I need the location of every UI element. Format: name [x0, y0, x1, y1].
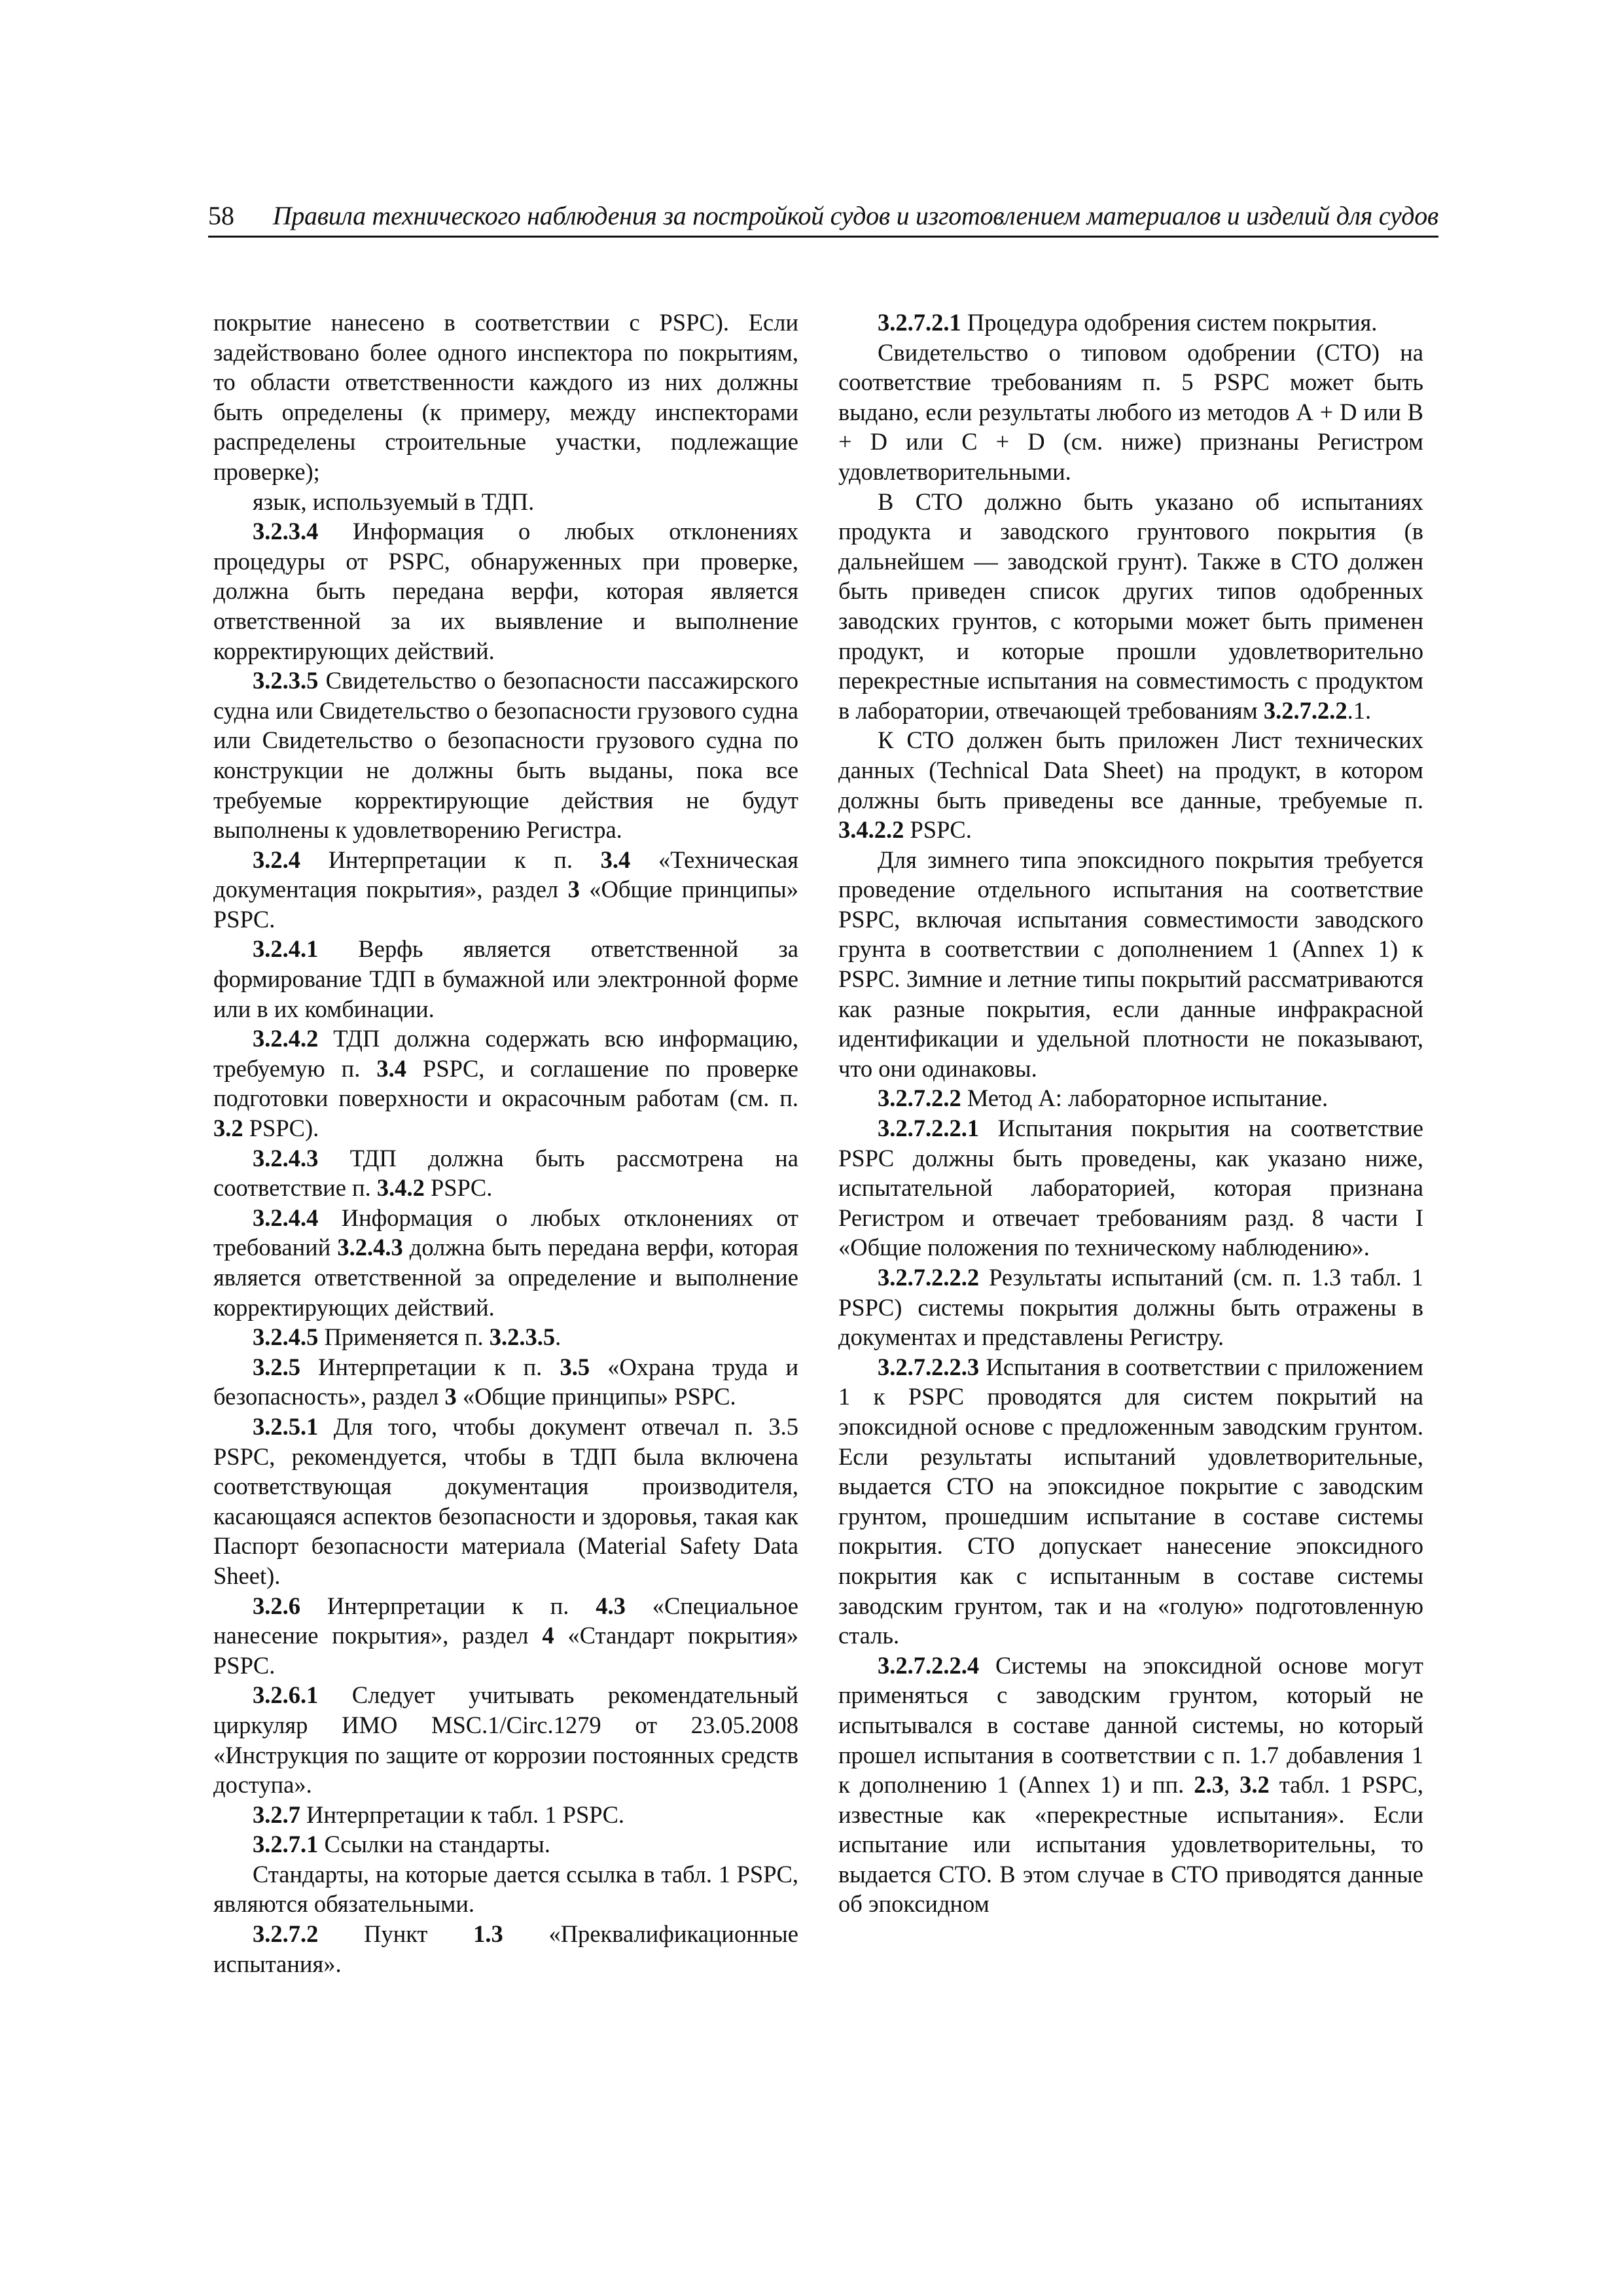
clause-3-2-4-5: [213, 1322, 798, 1352]
clause-text: «Общие принципы» PSPC.: [456, 1383, 736, 1410]
clause-text: Информация о любых отклонениях от требований: [213, 1204, 798, 1261]
clause-number: 3.2.5.1: [253, 1412, 319, 1440]
clause-text: PSPC.: [904, 816, 972, 844]
clause-text: Испытания покрытия на соответствие PSPC должны быть проведены, как указано ниже, испытательной лабораторией, которая признана Регистром и отвечает требованиям разд. 8 части I «Общие положения по техническому наблюдению».: [838, 1115, 1423, 1261]
clause-3-2-4-3: [213, 1143, 798, 1203]
paragraph: Свидетельство о типовом одобрении (СТО) на соответствие требованиям п. 5 PSPC может быть выдано, если результаты любого из методов А + D или В + D или С + D (см. ниже) признаны Регистром удовлетворительными.: [838, 338, 1423, 485]
clause-reference: 3.2: [213, 1115, 243, 1142]
clause-3-2-4-1: [213, 934, 798, 1024]
clause-number: 3.2.3.4: [253, 518, 319, 545]
clause-3-2-7: [213, 1800, 798, 1830]
clause-3-2-3-4: [213, 516, 798, 666]
clause-text: Ссылки на стандарты.: [318, 1831, 550, 1858]
paragraph: [838, 487, 1423, 726]
left-column: [213, 308, 798, 1979]
clause-number: 3.2.7.2.2.2: [878, 1264, 980, 1291]
clause-text: Следует учитывать рекомендательный циркуляр ИМО MSC.1/Circ.1279 от 23.05.2008 «Инструкция по защите от коррозии постоянных средств доступа».: [213, 1681, 798, 1799]
clause-reference: 3.2.3.5: [489, 1323, 556, 1351]
clause-3-2-4-2: [213, 1024, 798, 1143]
clause-number: 3.2.4.3: [253, 1144, 319, 1172]
clause-3-2-7-2-1: [838, 308, 1423, 338]
paragraph: Стандарты, на которые дается ссылка в табл. 1 PSPC, являются обязательными.: [213, 1860, 798, 1918]
clause-3-2-7-2-2-3: [838, 1352, 1423, 1651]
clause-3-2-5: [213, 1352, 798, 1412]
clause-text: Процедура одобрения систем покрытия.: [961, 309, 1378, 336]
clause-3-2-7-2-2-2: [838, 1263, 1423, 1352]
clause-number: 3.2.6: [253, 1592, 300, 1619]
clause-reference: 3.5: [560, 1353, 590, 1380]
clause-3-2-5-1: [213, 1412, 798, 1591]
clause-text: Верфь является ответственной за формирование ТДП в бумажной или электронной форме или в их комбинации.: [213, 935, 798, 1022]
clause-text: должна быть передана верфи, которая является ответственной за определение и выполнение корректирующих действий.: [213, 1234, 798, 1321]
clause-text: Для того, чтобы документ отвечал п. 3.5 PSPC, рекомендуется, чтобы в ТДП была включена соответствующая документация производителя, касающаяся аспектов безопасности и здоровья, такая как Паспорт безопасности материала (Material Safety Data Sheet).: [213, 1412, 798, 1589]
clause-reference: 3.4: [600, 846, 631, 873]
clause-text: Интерпретации к п.: [300, 1353, 560, 1380]
clause-number: 3.2.4.1: [253, 935, 319, 963]
clause-3-2-6-1: [213, 1680, 798, 1799]
clause-text: «Охрана труда и безопасность», раздел: [213, 1353, 798, 1410]
paragraph: Для зимнего типа эпоксидного покрытия требуется проведение отдельного испытания на соответствие PSPC, включая испытания совместимости заводского грунта в соответствии с дополнением 1 (Annex 1) к PSPC. Зимние и летние типы покрытий рассматриваются как разные покрытия, если данные инфракрасной идентификации и удельной плотности не показывают, что они одинаковы.: [838, 846, 1423, 1082]
clause-text: «Преквалификационные испытания».: [213, 1920, 798, 1977]
clause-text: «Общие принципы» PSPC.: [213, 876, 798, 933]
clause-3-2-3-5: [213, 666, 798, 845]
clause-reference: 3.4.2: [376, 1174, 425, 1202]
clause-reference: 3.2.7.2.2: [1263, 696, 1347, 724]
clause-reference: 1.3: [473, 1920, 503, 1948]
clause-number: 3.2.4.4: [253, 1204, 319, 1231]
clause-reference: 4: [542, 1622, 554, 1649]
clause-reference: 3: [567, 876, 580, 903]
paragraph: язык, используемый в ТДП.: [253, 488, 535, 515]
clause-number: 3.2.7.2: [253, 1920, 319, 1948]
clause-number: 3.2.4.2: [253, 1025, 319, 1052]
clause-text: В СТО должно быть указано об испытаниях продукта и заводского грунтового покрытия (в дальнейшем — заводской грунт). Также в СТО должен быть приведен список других типов одобренных заводских грунтов, с которыми может быть применен продукт, и которые прошли удовлетворительно перекрестные испытания на совместимость с продуктом в лаборатории, отвечающей требованиям: [838, 488, 1423, 724]
clause-number: 3.2.7.2.2: [878, 1085, 961, 1112]
clause-text: «Техническая документация покрытия», раздел: [213, 846, 798, 903]
clause-number: 3.2.3.5: [253, 667, 319, 694]
clause-3-2-6: [213, 1591, 798, 1681]
right-column: [838, 308, 1423, 1919]
clause-reference: 4.3: [596, 1592, 626, 1619]
clause-reference: 3.2.4.3: [337, 1234, 403, 1261]
clause-text: ТДП должна быть рассмотрена на соответствие п.: [213, 1144, 798, 1202]
clause-text: Системы на эпоксидной основе могут применяться с заводским грунтом, который не испытывался в составе данной системы, но который прошел испытания в соответствии с п. 1.7 добавления 1 к дополнению 1 (Annex 1) и пп.: [838, 1651, 1423, 1799]
clause-text: Метод А: лабораторное испытание.: [961, 1085, 1329, 1112]
clause-reference: 3.4: [376, 1054, 406, 1082]
clause-text: PSPC, и соглашение по проверке подготовки поверхности и окрасочным работам (см. п.: [213, 1054, 798, 1112]
clause-number: 3.2.7.2.2.1: [878, 1115, 980, 1142]
clause-text: Применяется п.: [318, 1323, 490, 1351]
clause-3-2-7-1: [213, 1829, 798, 1859]
running-title: Правила технического наблюдения за постройкой судов и изготовлением материалов и изделий для судов: [272, 201, 1438, 230]
paragraph: покрытие нанесено в соответствии с PSPC). Если задействовано более одного инспектора по покрытиям, то области ответственности каждого из них должны быть определены (к примеру, между инспекторами распределены строительные участки, подлежащие проверке);: [213, 309, 798, 485]
clause-text: табл. 1 PSPC, известные как «перекрестные испытания». Если испытание или испытания удовлетворительны, то выдается СТО. В этом случае в СТО приводятся данные об эпоксидном: [838, 1771, 1424, 1918]
clause-number: 3.2.4.5: [253, 1323, 319, 1351]
paragraph: [838, 725, 1423, 844]
clause-text: .1.: [1347, 696, 1372, 724]
clause-3-2-7-2: [213, 1919, 798, 1979]
clause-number: 3.2.4: [253, 846, 300, 873]
clause-text: «Стандарт покрытия» PSPC.: [213, 1622, 798, 1679]
clause-text: PSPC).: [243, 1115, 319, 1142]
clause-number: 3.2.7: [253, 1801, 300, 1828]
clause-text: ТДП должна содержать всю информацию, требуемую п.: [213, 1025, 798, 1082]
clause-text: .: [555, 1323, 562, 1351]
clause-reference: 3: [444, 1383, 457, 1410]
clause-3-2-7-2-2: [838, 1083, 1423, 1113]
running-header: [208, 196, 1438, 238]
clause-text: «Специальное нанесение покрытия», раздел: [213, 1592, 798, 1649]
clause-text: Испытания в соответствии с приложением 1 к PSPC проводятся для систем покрытий на эпоксидной основе с предложенным заводским грунтом. Если результаты испытаний удовлетворительные, выдается СТО на эпоксидное покрытие с заводским грунтом, прошедшим испытание в составе системы покрытия. СТО допускает нанесение эпоксидного покрытия как с испытанным в составе системы заводским грунтом, так и на «голую» подготовленную сталь.: [838, 1353, 1423, 1649]
clause-3-2-4-4: [213, 1203, 798, 1322]
clause-number: 3.2.7.2.2.3: [878, 1353, 980, 1380]
clause-reference: 2.3: [1194, 1771, 1224, 1799]
clause-3-2-4: [213, 845, 798, 935]
clause-reference: 3.2: [1240, 1771, 1270, 1799]
clause-text: Пункт: [318, 1920, 474, 1948]
clause-text: Интерпретации к п.: [300, 1592, 596, 1619]
clause-text: PSPC.: [424, 1174, 493, 1202]
clause-3-2-7-2-2-4: [838, 1651, 1423, 1919]
clause-text: К СТО должен быть приложен Лист технических данных (Technical Data Sheet) на продукт, в котором должны быть приведены все данные, требуемые п.: [838, 726, 1423, 814]
clause-number: 3.2.7.1: [253, 1831, 319, 1858]
clause-text: ,: [1223, 1771, 1240, 1799]
clause-number: 3.2.6.1: [253, 1681, 319, 1709]
clause-reference: 3.4.2.2: [838, 816, 904, 844]
clause-text: Интерпретации к п.: [300, 846, 601, 873]
clause-3-2-7-2-2-1: [838, 1113, 1423, 1263]
clause-text: Свидетельство о безопасности пассажирского судна или Свидетельство о безопасности грузового судна или Свидетельство о безопасности грузового судна по конструкции не должны быть выданы, пока все требуемые корректирующие действия не будут выполнены к удовлетворению Регистра.: [213, 667, 798, 844]
clause-number: 3.2.7.2.2.4: [878, 1651, 980, 1679]
clause-text: Результаты испытаний (см. п. 1.3 табл. 1 PSPC) системы покрытия должны быть отражены в документах и представлены Регистру.: [838, 1264, 1423, 1351]
clause-text: Информация о любых отклонениях процедуры от PSPC, обнаруженных при проверке, должна быть передана верфи, которая является ответственной за их выявление и выполнение корректирующих действий.: [213, 518, 798, 664]
clause-number: 3.2.5: [253, 1353, 300, 1380]
page-number: 58: [208, 201, 234, 230]
clause-text: Интерпретации к табл. 1 PSPC.: [300, 1801, 625, 1828]
clause-number: 3.2.7.2.1: [878, 309, 961, 336]
